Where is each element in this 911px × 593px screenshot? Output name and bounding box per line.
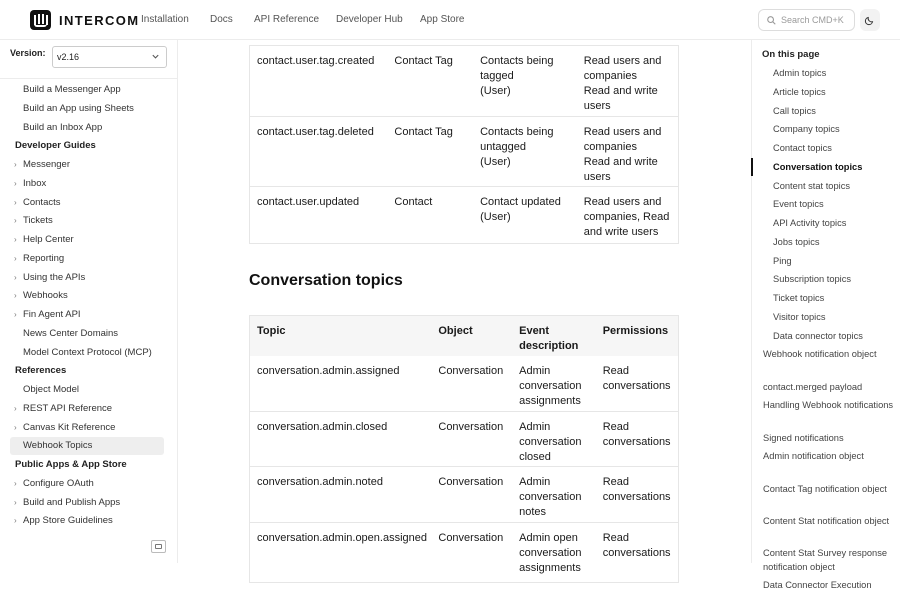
chevron-right-icon: › [14, 516, 17, 526]
sidebar-item-label: Using the APIs [23, 271, 86, 283]
chevron-right-icon: › [14, 235, 17, 244]
toc-item[interactable]: Data Connector Execution [763, 580, 872, 591]
search-box[interactable] [758, 9, 855, 31]
sidebar-item-label: Build an Inbox App [23, 121, 103, 133]
sidebar-item-label: Webhook Topics [23, 440, 93, 452]
toc-item[interactable]: Contact topics [773, 143, 832, 153]
column-header-event-description: Event description [512, 316, 596, 356]
nav-installation[interactable]: Installation [141, 14, 189, 25]
sidebar-item[interactable] [14, 400, 112, 418]
column-header-object: Object [431, 316, 512, 356]
nav-developer-hub[interactable]: Developer Hub [336, 14, 403, 25]
sidebar-item[interactable] [14, 175, 46, 193]
nav-docs[interactable]: Docs [210, 14, 233, 25]
sidebar-item[interactable] [14, 156, 70, 174]
cell-description: Contacts being untagged (User) [480, 126, 554, 168]
sidebar-item-label: Object Model [23, 384, 79, 395]
cell-permissions: Read conversations [602, 532, 671, 559]
cell-object: Contact Tag [394, 55, 453, 67]
sidebar-item[interactable] [23, 381, 79, 399]
sidebar-item[interactable] [23, 344, 152, 362]
version-value: v2.16 [57, 52, 80, 62]
chevron-right-icon: › [14, 253, 17, 263]
main-content [178, 40, 750, 574]
chevron-right-icon: › [14, 422, 17, 432]
brand-name: INTERCOM [59, 12, 140, 28]
toc-item[interactable]: contact.merged payload [763, 381, 863, 392]
toc-item[interactable]: Data connector topics [773, 330, 863, 341]
cell-object: Conversation [438, 532, 504, 544]
nav-app-store[interactable]: App Store [420, 14, 465, 25]
cell-permissions: Read conversations [602, 364, 671, 392]
chevron-right-icon: › [14, 160, 17, 169]
cell-topic: conversation.admin.closed [257, 421, 388, 433]
moon-icon [865, 15, 875, 25]
cell-permissions: Read users and companies Read and write users [583, 55, 662, 112]
column-header-permissions: Permissions [596, 316, 679, 356]
cell-object: Contact Tag [394, 126, 453, 138]
conversation-topics-table [249, 315, 679, 583]
sidebar-item-label: Build a Messenger App [23, 84, 121, 95]
toc-item[interactable]: Company topics [773, 124, 840, 135]
cell-object: Conversation [438, 476, 504, 488]
cell-permissions: Read users and companies, Read and write users [583, 196, 670, 238]
sidebar-item-label: Help Center [23, 234, 74, 245]
toc-item[interactable]: Content stat topics [773, 180, 850, 191]
chevron-down-icon [151, 52, 160, 61]
sidebar-divider [0, 78, 177, 79]
search-placeholder: Search [781, 15, 810, 25]
toc-item[interactable]: Article topics [773, 86, 826, 97]
sidebar-item[interactable] [14, 512, 113, 530]
sidebar-item[interactable] [14, 194, 61, 212]
sidebar-item[interactable] [23, 100, 134, 118]
toc-item[interactable]: Content Stat notification object [763, 515, 890, 526]
sidebar-item-label: Public Apps & App Store [15, 459, 127, 470]
sidebar-item[interactable] [23, 325, 118, 343]
chevron-right-icon: › [14, 497, 17, 507]
sidebar-item[interactable] [14, 419, 115, 437]
toc-active-indicator [751, 158, 753, 176]
cell-description: Admin conversation assignments [519, 364, 582, 407]
column-header-topic: Topic [250, 316, 432, 356]
table-row [250, 523, 679, 583]
sidebar-item[interactable] [14, 494, 120, 512]
toc-title: On this page [762, 49, 820, 60]
toc-item[interactable]: Visitor topics [773, 311, 826, 322]
sidebar-item-label: Build an App using Sheets [23, 102, 134, 114]
toc-item[interactable]: Handling Webhook notifications [763, 400, 894, 411]
chevron-right-icon: › [14, 216, 17, 226]
section-heading-conversation-topics: Conversation topics [249, 272, 403, 289]
collapse-sidebar-button[interactable] [151, 540, 166, 553]
sidebar-item-label: Configure OAuth [23, 477, 94, 489]
sidebar-item[interactable] [23, 119, 102, 137]
sidebar-item [15, 456, 127, 474]
left-sidebar [0, 40, 178, 563]
intercom-logo[interactable] [30, 10, 140, 30]
cell-description: Contact updated (User) [480, 196, 561, 223]
cell-description: Admin conversation closed [519, 421, 582, 463]
chevron-right-icon: › [14, 178, 17, 188]
top-header [0, 0, 900, 40]
toc-item[interactable]: Admin topics [773, 68, 827, 78]
sidebar-item[interactable] [23, 81, 121, 99]
toc-item[interactable]: Webhook notification object [763, 349, 877, 360]
version-select[interactable] [52, 46, 167, 68]
sidebar-item-label: References [15, 365, 67, 377]
toc-item[interactable]: Event topics [773, 199, 824, 210]
search-icon [767, 16, 776, 25]
sidebar-item[interactable] [14, 475, 94, 493]
nav-api-reference[interactable]: API Reference [254, 14, 320, 25]
toc-item[interactable]: API Activity topics [773, 218, 847, 228]
sidebar-item-label: Tickets [23, 215, 53, 227]
toc-item[interactable]: Subscription topics [773, 274, 852, 285]
chevron-right-icon: › [14, 291, 17, 301]
sidebar-item[interactable] [14, 212, 53, 230]
cell-object: Conversation [438, 364, 504, 377]
sidebar-item[interactable] [14, 287, 68, 305]
cell-permissions: Read conversations [602, 476, 671, 503]
cell-topic: conversation.admin.open.assigned [257, 532, 428, 544]
toc-item[interactable]: Ping [773, 255, 792, 266]
cell-object: Contact [394, 196, 433, 208]
toc-item[interactable]: Ticket topics [773, 293, 825, 303]
sidebar-item[interactable] [14, 231, 74, 249]
chevron-right-icon: › [14, 272, 17, 282]
version-row [10, 48, 80, 62]
toc-item[interactable]: Admin notification object [763, 451, 864, 462]
sidebar-item-label: Webhooks [23, 290, 68, 302]
table-row [250, 412, 679, 467]
table-row [250, 117, 679, 187]
sidebar-item [15, 362, 66, 380]
table-row [250, 356, 679, 412]
table-row [250, 46, 679, 117]
toc-item[interactable]: Call topics [773, 105, 816, 116]
sidebar-item-label: REST API Reference [23, 402, 113, 414]
cell-description: Contacts being tagged (User) [480, 55, 554, 97]
sidebar-item [15, 137, 96, 155]
cell-topic: contact.user.tag.deleted [257, 126, 374, 138]
cell-topic: conversation.admin.noted [257, 476, 383, 488]
table-row [250, 467, 679, 523]
chevron-right-icon: › [14, 478, 17, 488]
chevron-right-icon: › [14, 197, 17, 207]
toc-item[interactable]: Contact Tag notification object [763, 483, 887, 494]
sidebar-item-label: Build and Publish Apps [23, 496, 121, 508]
sidebar-item-label: Fin Agent API [23, 309, 81, 320]
cell-topic: contact.user.updated [257, 196, 360, 208]
toc-item[interactable]: Signed notifications [763, 432, 844, 443]
chevron-right-icon: › [14, 403, 17, 413]
search-shortcut: CMD+K [812, 15, 844, 25]
sidebar-item-label: Messenger [23, 159, 70, 170]
sidebar-item-label: Reporting [23, 252, 65, 264]
sidebar-item[interactable] [14, 306, 81, 324]
on-this-page-toc [751, 40, 900, 591]
toc-item[interactable]: Jobs topics [773, 236, 820, 247]
sidebar-item-label: Model Context Protocol (MCP) [23, 346, 152, 358]
cell-description: Admin open conversation assignments [519, 532, 582, 574]
cell-object: Conversation [438, 421, 504, 433]
sidebar-item-label: App Store Guidelines [23, 515, 113, 527]
cell-topic: contact.user.tag.created [257, 55, 375, 67]
cell-topic: conversation.admin.assigned [257, 364, 400, 377]
cell-permissions: Read users and companies Read and write users [583, 126, 662, 183]
sidebar-item-label: Contacts [23, 196, 61, 208]
intercom-logo-icon [30, 10, 51, 30]
sidebar-item-label: Developer Guides [15, 140, 96, 152]
contact-topics-table [249, 45, 679, 244]
chevron-right-icon: › [14, 310, 17, 319]
sidebar-item-label: News Center Domains [23, 327, 119, 339]
version-label: Version: [10, 48, 46, 58]
sidebar-item-label: Inbox [23, 177, 47, 189]
sidebar-toggle-icon [155, 544, 162, 549]
sidebar-item-label: Canvas Kit Reference [23, 421, 116, 433]
sidebar-item[interactable] [10, 437, 164, 455]
cell-description: Admin conversation notes [519, 476, 582, 518]
sidebar-item[interactable] [14, 269, 85, 287]
toc-item[interactable]: Content Stat Survey response notification object [763, 548, 888, 572]
theme-toggle-button[interactable] [860, 9, 880, 31]
toc-item[interactable]: Conversation topics [773, 161, 863, 172]
cell-permissions: Read conversations [602, 421, 671, 448]
sidebar-item[interactable] [14, 250, 64, 268]
table-row [250, 187, 679, 244]
